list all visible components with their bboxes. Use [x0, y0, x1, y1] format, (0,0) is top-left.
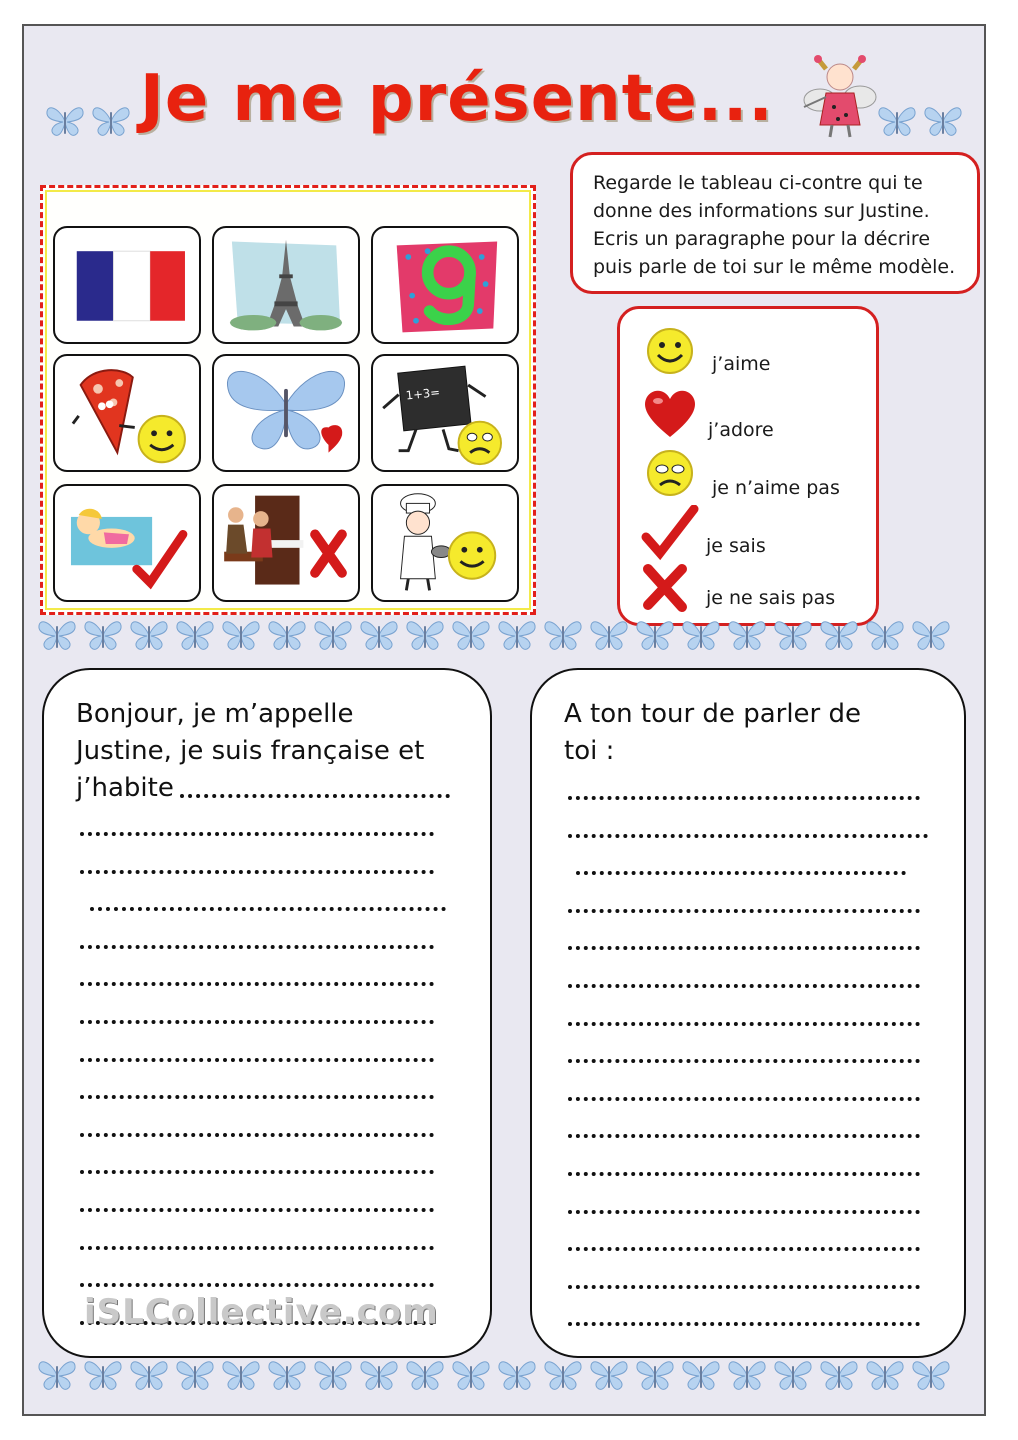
writing-line[interactable] — [180, 794, 450, 798]
student-paragraph-box — [530, 668, 966, 1358]
grid-cell-eiffel-tower — [212, 226, 360, 344]
writing-line[interactable] — [568, 796, 920, 800]
piano-icon — [214, 486, 358, 600]
grid-cell-math-blackboard — [371, 354, 519, 472]
butterfly-icon — [634, 1358, 676, 1392]
writing-line[interactable] — [80, 945, 434, 949]
legend-item — [640, 385, 876, 445]
butterfly-icon — [922, 104, 964, 138]
instructions-box — [570, 152, 980, 294]
writing-line[interactable] — [90, 907, 446, 911]
butterfly-icon — [818, 618, 860, 652]
butterfly-icon — [542, 618, 584, 652]
writing-line[interactable] — [568, 1134, 920, 1138]
butterfly-icon — [36, 1358, 78, 1392]
butterfly-icon — [726, 618, 768, 652]
cross-icon — [640, 563, 700, 613]
butterfly-icon — [404, 1358, 446, 1392]
butterfly-icon — [82, 618, 124, 652]
legend-label: je sais — [706, 535, 766, 557]
butterfly-icon — [910, 618, 952, 652]
butterfly-icon — [174, 618, 216, 652]
butterfly-icon — [266, 1358, 308, 1392]
number-nine-icon — [373, 228, 517, 342]
writing-line[interactable] — [568, 1322, 920, 1326]
butterfly-icon — [220, 618, 262, 652]
writing-line[interactable] — [568, 909, 920, 913]
butterfly-icon — [680, 618, 722, 652]
butterfly-icon — [36, 618, 78, 652]
butterfly-icon — [128, 1358, 170, 1392]
butterfly-icon — [82, 1358, 124, 1392]
legend-item — [640, 449, 876, 509]
butterfly-icon — [496, 618, 538, 652]
smiley-happy-icon — [640, 327, 700, 377]
butterfly-icon — [450, 1358, 492, 1392]
writing-line[interactable] — [80, 1020, 434, 1024]
example-line-2: Justine, je suis française et — [76, 736, 425, 766]
writing-line[interactable] — [80, 832, 434, 836]
french-flag-icon — [55, 228, 199, 342]
writing-line[interactable] — [568, 1247, 920, 1251]
writing-line[interactable] — [80, 1208, 434, 1212]
legend-label: je n’aime pas — [712, 477, 840, 499]
writing-line[interactable] — [80, 1058, 434, 1062]
writing-line[interactable] — [80, 1283, 434, 1287]
butterfly-icon — [358, 618, 400, 652]
butterfly-icon — [266, 618, 308, 652]
butterfly-icon — [634, 618, 676, 652]
legend-box — [617, 306, 879, 626]
legend-label: j’adore — [708, 419, 774, 441]
fairy-girl-illustration — [790, 55, 880, 140]
writing-line[interactable] — [80, 870, 434, 874]
butterfly-icon — [876, 104, 918, 138]
writing-line[interactable] — [568, 946, 920, 950]
pizza-icon — [55, 356, 199, 470]
watermark: iSLCollective.com — [84, 1292, 439, 1332]
grid-cell-chef-cooking — [371, 484, 519, 602]
butterfly-icon — [214, 356, 358, 470]
example-line-3: j’habite — [76, 773, 174, 803]
legend-label: je ne sais pas — [706, 587, 836, 609]
butterfly-icon — [726, 1358, 768, 1392]
svg-text:1+3=: 1+3= — [405, 385, 441, 403]
grid-cell-butterfly — [212, 354, 360, 472]
butterfly-border-bottom — [36, 1358, 952, 1392]
smiley-sad-icon — [640, 449, 700, 499]
writing-line[interactable] — [568, 1059, 920, 1063]
butterfly-icon — [128, 618, 170, 652]
grid-cell-french-flag — [53, 226, 201, 344]
butterfly-icon — [910, 1358, 952, 1392]
instructions-text: Regarde le tableau ci-contre qui te donne des informations sur Justine. Ecris un paragraphe pour la décrire puis parle de toi sur le même modèle. — [593, 172, 956, 278]
butterfly-icon — [450, 618, 492, 652]
writing-line[interactable] — [576, 871, 906, 875]
butterfly-decoration-top-left — [44, 104, 132, 138]
writing-line[interactable] — [80, 1246, 434, 1250]
butterfly-icon — [772, 618, 814, 652]
writing-line[interactable] — [568, 984, 920, 988]
butterfly-icon — [542, 1358, 584, 1392]
writing-line[interactable] — [80, 982, 434, 986]
example-paragraph-box — [42, 668, 492, 1358]
heart-icon — [640, 385, 700, 441]
butterfly-icon — [220, 1358, 262, 1392]
writing-line[interactable] — [80, 1133, 434, 1137]
grid-cell-number-nine — [371, 226, 519, 344]
butterfly-icon — [864, 618, 906, 652]
grid-cell-swimming — [53, 484, 201, 602]
swimming-icon — [55, 486, 199, 600]
eiffel-tower-icon — [214, 228, 358, 342]
prompt-line-2: toi : — [564, 736, 615, 766]
prompt-line-1: A ton tour de parler de — [564, 699, 861, 729]
legend-item — [640, 563, 876, 623]
page-title: Je me présente... — [140, 62, 774, 136]
legend-item — [640, 505, 876, 565]
legend-label: j’aime — [712, 353, 771, 375]
butterfly-icon — [818, 1358, 860, 1392]
butterfly-icon — [358, 1358, 400, 1392]
picture-grid — [40, 185, 536, 615]
butterfly-icon — [588, 1358, 630, 1392]
writing-line[interactable] — [568, 1285, 920, 1289]
writing-line[interactable] — [568, 1022, 920, 1026]
example-line-1: Bonjour, je m’appelle — [76, 699, 354, 729]
butterfly-icon — [312, 1358, 354, 1392]
butterfly-icon — [680, 1358, 722, 1392]
butterfly-icon — [588, 618, 630, 652]
butterfly-icon — [772, 1358, 814, 1392]
writing-line[interactable] — [568, 834, 928, 838]
butterfly-icon — [44, 104, 86, 138]
butterfly-icon — [174, 1358, 216, 1392]
grid-cell-piano — [212, 484, 360, 602]
math-blackboard-icon — [373, 356, 517, 470]
butterfly-icon — [90, 104, 132, 138]
writing-line[interactable] — [80, 1095, 434, 1099]
writing-line[interactable] — [80, 1170, 434, 1174]
butterfly-separator-middle — [36, 618, 952, 652]
butterfly-icon — [496, 1358, 538, 1392]
writing-line[interactable] — [568, 1097, 920, 1101]
writing-line[interactable] — [568, 1172, 920, 1176]
butterfly-decoration-top-right — [876, 104, 964, 138]
chef-cooking-icon — [373, 486, 517, 600]
butterfly-icon — [312, 618, 354, 652]
butterfly-icon — [404, 618, 446, 652]
legend-item — [640, 327, 876, 387]
checkmark-icon — [640, 505, 700, 561]
grid-cell-pizza — [53, 354, 201, 472]
writing-line[interactable] — [568, 1210, 920, 1214]
butterfly-icon — [864, 1358, 906, 1392]
